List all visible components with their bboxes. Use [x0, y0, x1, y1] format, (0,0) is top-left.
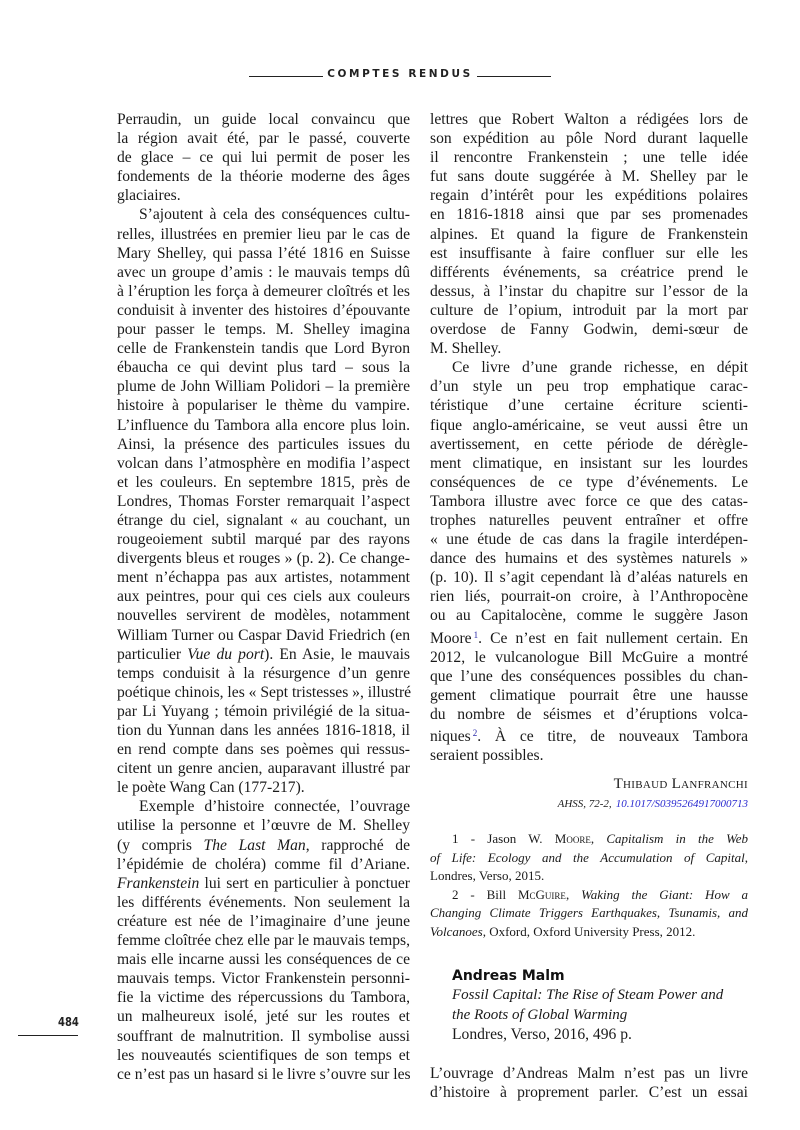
text-line: ébaucha ce qui devint plus tard – sous la — [117, 359, 410, 377]
text-line: seraient possibles. — [430, 747, 544, 765]
text-line: en rend compte dans ses poèmes qui ressus- — [117, 741, 410, 759]
text-line: ment climatique, en insistant sur les lourdes — [430, 454, 748, 472]
text-line: mauvais temps. Victor Frankenstein personni- — [117, 970, 410, 988]
text-line: divergents bleus et rouges » (p. 2). Ce change- — [117, 550, 410, 568]
text-line: lettres que Robert Walton a rédigées lors de — [430, 111, 748, 128]
text-line: il rencontre Frankenstein ; une telle idée — [430, 149, 748, 167]
text-line: tion du Yunnan dans les années 1816-1818, il — [117, 722, 410, 739]
text-line: Ainsi, la présence des particules issues du — [117, 435, 410, 453]
footnotes — [430, 830, 748, 941]
text-line: 1 - Jason W. Moore, Capitalism in the Web — [452, 831, 749, 847]
text-line: « une étude de cas dans la fragile interdépen- — [430, 531, 748, 549]
text-line: (p. 10). Il s’agit cependant là d’aléas naturels en — [430, 569, 748, 587]
text-line: overdose de Fanny Godwin, demi-sœur de — [430, 321, 748, 339]
text-line: dance des humains et des systèmes naturels » — [430, 550, 748, 568]
text-line: Tambora illustre avec force ce que des catas- — [430, 492, 748, 510]
text-line: ou au Capitalocène, comme le suggère Jason — [430, 607, 748, 625]
text-line: fondements de la théorie moderne des âges — [117, 168, 410, 186]
text-line: Frankenstein lui sert en particulier à ponctuer — [117, 874, 410, 892]
text-line: poétique chinois, les « Sept tristesses », illustré — [117, 683, 412, 701]
reviewed-book-publication: Londres, Verso, 2016, 496 p. — [452, 1026, 632, 1044]
text-line: les nouveautés scientifiques de son temps et — [117, 1046, 410, 1064]
text-line: de glace – ce qui lui permit de poser les — [117, 149, 410, 167]
text-line: glaciaires. — [117, 187, 181, 205]
text-line: par Li Yuyang ; témoin privilégié de la situa- — [117, 702, 410, 720]
text-line: à l’éruption les força à demeurer cloîtrés et les — [117, 282, 410, 300]
page-number: 484 — [58, 1014, 79, 1029]
text-line: créature est née de l’imaginaire d’une jeune — [117, 912, 410, 930]
text-line: Changing Climate Triggers Earthquakes, Tsunamis, and — [430, 905, 748, 921]
text-line: en 1816-1818 ainsi que par ses promenades — [430, 206, 748, 224]
header-rule-left — [249, 76, 323, 77]
text-line: rien liés, pourrait-on croire, à l’Anthropocène — [430, 588, 748, 606]
citation — [430, 795, 748, 814]
footnote — [430, 830, 748, 886]
page-number-rule — [18, 1035, 78, 1036]
text-line: le poète Wang Can (177-217). — [117, 779, 305, 797]
text-line: son expédition au pôle Nord durant laquelle — [430, 130, 748, 148]
text-line: L’ouvrage d’Andreas Malm n’est pas un livre — [430, 1064, 748, 1082]
reviewed-author: Andreas Malm — [452, 968, 565, 985]
text-line: Londres, Verso, 2015. — [430, 868, 545, 884]
right-column — [430, 110, 748, 1102]
text-line: Moore $^1$. Ce n’est en fait nullement certain. En — [430, 629, 748, 647]
left-column — [117, 110, 410, 1084]
text-line: niques $^2$. À ce titre, de nouveaux Tambora — [430, 728, 748, 745]
text-line: les différents événements. Non seulement la — [117, 893, 410, 911]
text-line: Londres, Thomas Forster remarquait l’aspect — [117, 492, 410, 510]
text-line: alpines. Et quand la figure de Frankenstein — [430, 225, 748, 243]
reviewed-book-title-line1: Fossil Capital: The Rise of Steam Power and — [452, 987, 724, 1004]
footnote-ref[interactable]: 1 — [473, 629, 479, 640]
text-line: ment n’échappa pas aux artistes, notamment — [117, 569, 410, 587]
review-body-text — [430, 110, 748, 765]
text-line: pour passer le temps. M. Shelley imagina — [117, 321, 410, 339]
text-line: volcan dans l’atmosphère en modifia l’aspect — [117, 454, 410, 472]
reviewed-book-title-line2: the Roots of Global Warming — [452, 1006, 628, 1023]
section-title: COMPTES RENDUS — [327, 68, 473, 80]
text-line: M. Shelley. — [430, 340, 502, 358]
text-line: dessus, à l’instar du chapitre sur l’essor de la — [430, 282, 748, 300]
text-line: l’épidémie de choléra) comme fil d’Ariane. — [117, 855, 410, 873]
text-line: culture de l’opium, introduit par la mort par — [430, 301, 748, 319]
text-line: (y compris The Last Man, rapproché de — [117, 836, 410, 854]
text-line: Ce livre d’une grande richesse, en dépit — [452, 359, 748, 377]
text-line: femme cloîtrée chez elle par le mauvais temps, — [117, 932, 410, 950]
text-line: trophes naturelles peuvent entraîner et offre — [430, 511, 748, 529]
text-line: 2 - Bill McGuire, Waking the Giant: How a — [452, 886, 749, 902]
text-line: fie la victime des répercussions du Tambora, — [117, 989, 410, 1007]
text-line: temps conduisit à la résurgence d’un genre — [117, 664, 410, 682]
text-line: William Turner ou Caspar David Friedrich (en — [117, 626, 410, 644]
text-line: souffrant de malnutrition. Il symbolise aussi — [117, 1027, 410, 1045]
text-line: téristique d’une certaine écriture scienti- — [430, 397, 748, 415]
text-line: L’influence du Tambora alla encore plus loin. — [117, 416, 410, 434]
footnote-ref[interactable]: 2 — [472, 728, 478, 738]
text-line: que l’une des conséquences possibles du chan- — [430, 667, 748, 685]
next-review-text — [430, 1064, 748, 1102]
text-line: nouvelles servirent de modèles, notamment — [117, 607, 410, 625]
text-line: Volcanoes, Oxford, Oxford University Press, 2012. — [430, 923, 696, 939]
text-line: Exemple d’histoire connectée, l’ouvrage — [139, 798, 410, 816]
text-line: avertissement, en cette période de dérègle- — [430, 435, 748, 453]
text-line: fut sans doute suggérée à M. Shelley par le — [430, 168, 748, 186]
reviewer-signature: Thibaud Lanfranchi — [613, 776, 748, 793]
text-line: d’histoire à proprement parler. C’est un essai — [430, 1083, 748, 1101]
text-line: of Life: Ecology and the Accumulation of Capital, — [430, 849, 748, 865]
text-line: différents événements, sa créatrice prend le — [430, 263, 748, 281]
text-line: 2012, le vulcanologue Bill McGuire a montré — [430, 648, 748, 666]
text-line: celle de Frankenstein tandis que Lord Byron — [117, 340, 410, 358]
text-line: la région avait été, par le passé, couverte — [117, 130, 410, 148]
text-line: d’un style un peu trop emphatique carac- — [430, 378, 748, 396]
text-line: S’ajoutent à cela des conséquences cultu- — [139, 206, 410, 224]
text-line: étrange du ciel, signalant « au couchant, un — [117, 511, 410, 529]
text-line: et les couleurs. En septembre 1815, près de — [117, 473, 410, 491]
doi-link[interactable]: 10.1017/S0395264917000713 — [615, 798, 748, 811]
text-line: un malheureux isolé, jeté sur les routes et — [117, 1008, 410, 1026]
text-line: du nombre de séismes et d’éruptions volca- — [430, 705, 748, 723]
text-line: aux peintres, pour qui ces ciels aux couleurs — [117, 588, 410, 606]
text-line: plume de John William Polidori – la première — [117, 378, 410, 396]
text-line: Perraudin, un guide local convaincu que — [117, 111, 410, 128]
citation-journal: AHSS, 72-2, — [557, 798, 612, 811]
footnote — [430, 886, 748, 942]
header-rule-right — [477, 76, 551, 77]
text-line: histoire à populariser le thème du vampire. — [117, 397, 410, 415]
text-line: citent un genre ancien, auparavant illustré par — [117, 760, 410, 778]
text-line: conduisit à inventer des histoires d’épouvante — [117, 301, 410, 319]
text-line: gement climatique pourrait être une hausse — [430, 686, 748, 704]
running-header — [0, 68, 800, 84]
text-line: ce n’est pas un hasard si le livre s’ouvre sur les — [117, 1065, 411, 1083]
text-line: Mary Shelley, qui passa l’été 1816 en Suisse — [117, 244, 410, 262]
text-line: particulier Vue du port). En Asie, le mauvais — [117, 645, 410, 663]
text-line: est insuffisante à faire confluer sur elle les — [430, 244, 748, 262]
text-line: rougeoiement subtil marqué par des rayons — [117, 531, 410, 549]
text-line: fique anglo-américaine, se veut aussi être un — [430, 416, 748, 434]
text-line: utilise la personne et l’œuvre de M. Shelley — [117, 817, 410, 835]
text-line: mais elle incarne aussi les conséquences de ce — [117, 951, 410, 969]
text-line: avec un groupe d’amis : le mauvais temps dû — [117, 263, 410, 281]
text-line: relles, illustrées en premier lieu par le cas de — [117, 225, 410, 243]
review-heading — [430, 967, 748, 1045]
text-line: regain d’intérêt pour les expéditions polaires — [430, 187, 748, 205]
text-line: conséquences de ce type d’événements. Le — [430, 473, 748, 491]
